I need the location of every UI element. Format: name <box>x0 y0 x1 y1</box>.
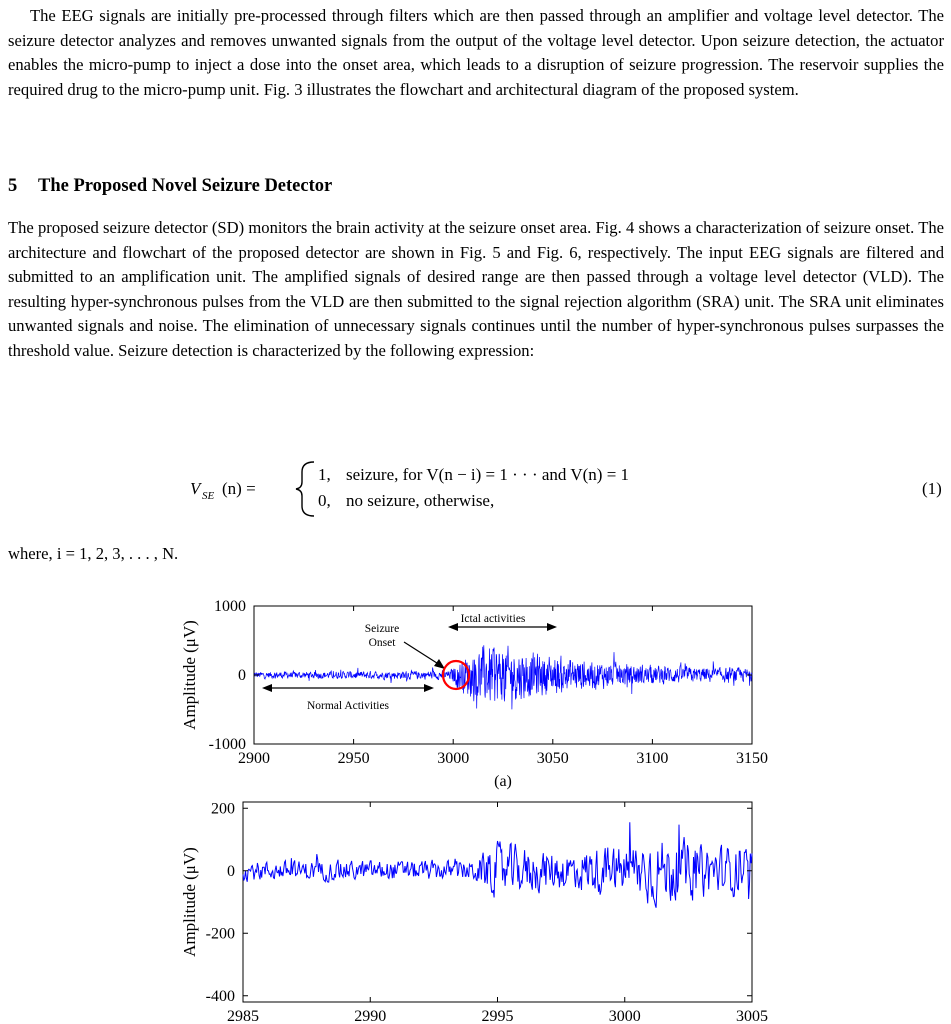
chart-b <box>180 800 768 1024</box>
equation-lhs-sub: SE <box>202 490 215 502</box>
case1-text: seizure, for V(n − i) = 1 · · · and V(n) = 1 <box>346 465 630 484</box>
equation-lhs-arg: (n) = <box>222 479 256 498</box>
equation-lhs: V <box>190 479 201 498</box>
chart-b-xtick-label: 3000 <box>608 1008 641 1024</box>
chart-a-xtick-label: 2900 <box>238 750 270 767</box>
case2-text: no seizure, otherwise, <box>346 491 495 510</box>
section-title: The Proposed Novel Seizure Detector <box>38 176 333 196</box>
chart-b-ytick-label: -400 <box>205 987 235 1005</box>
chart-a-ytick-label: 1000 <box>214 598 246 615</box>
chart-b-ylabel: Amplitude (μV) <box>180 847 199 957</box>
chart-b-xtick-label: 2995 <box>481 1008 514 1024</box>
equation-number: (1) <box>922 479 942 498</box>
section-number: 5 <box>8 176 18 196</box>
chart-a-xtick-label: 2950 <box>337 750 370 767</box>
intro-paragraph <box>8 4 944 102</box>
chart-b-ytick-label: -200 <box>205 925 235 943</box>
chart-a-xtick-label: 3000 <box>437 750 470 767</box>
chart-b-xtick-label: 2990 <box>354 1008 387 1024</box>
chart-a-ytick-label: 0 <box>238 667 246 684</box>
left-brace <box>296 462 314 516</box>
chart-b-xtick-label: 2985 <box>227 1008 259 1024</box>
section-heading <box>8 176 332 197</box>
chart-a-caption: (a) <box>494 773 512 790</box>
chart-a-ytick-label: -1000 <box>208 736 246 753</box>
chart-a-xtick-label: 3150 <box>736 750 768 767</box>
body-paragraph-text: The proposed seizure detector (SD) monitors the brain activity at the seizure onset area. Fig. 4 shows a characterization of seizure onset. The architecture and flowchart of the proposed detector are shown in Fig. 5 and Fig. 6, respectively. The input EEG signals are filtered and submitted to an amplification unit. The amplified signals of desired range are then passed through a voltage level detector (VLD). The resulting hyper-synchronous pulses from the VLD are then submitted to the signal rejection algorithm (SRA) unit. The SRA unit eliminates unwanted signals and noise. The elimination of unnecessary signals continues until the number of hyper-synchronous pulses surpasses the threshold value. Seizure detection is characterized by the following expression: <box>8 218 944 360</box>
onset-label-line2: Onset <box>368 637 396 649</box>
equation-block <box>0 454 951 524</box>
chart-a-ylabel: Amplitude (μV) <box>180 620 199 730</box>
chart-a <box>180 598 768 790</box>
chart-b-xtick-label: 3005 <box>736 1008 768 1024</box>
body-paragraph <box>8 216 944 363</box>
case2-value: 0, <box>318 491 331 510</box>
chart-b-frame <box>243 802 752 1002</box>
where-line: where, i = 1, 2, 3, . . . , N. <box>8 544 179 563</box>
case1-value: 1, <box>318 465 331 484</box>
ictal-label: Ictal activities <box>460 613 526 625</box>
chart-b-ytick-label: 200 <box>211 800 235 818</box>
chart-a-xtick-label: 3100 <box>636 750 669 767</box>
chart-b-ytick-label: 0 <box>227 862 235 880</box>
chart-a-xtick-label: 3050 <box>536 750 569 767</box>
onset-label-line1: Seizure <box>364 623 400 635</box>
equation-svg <box>0 454 951 524</box>
intro-paragraph-text: The EEG signals are initially pre-processed through filters which are then passed through an amplifier and voltage level detector. The seizure detector analyzes and removes unwanted signals from the output of the voltage level detector. Upon seizure detection, the actuator enables the micro-pump to inject a dose into the onset area, which leads to a disruption of seizure progression. The reservoir supplies the required drug to the micro-pump unit. Fig. 3 illustrates the flowchart and architectural diagram of the proposed system. <box>8 6 944 99</box>
normal-label: Normal Activities <box>306 700 390 712</box>
figure-eeg <box>0 569 951 1024</box>
